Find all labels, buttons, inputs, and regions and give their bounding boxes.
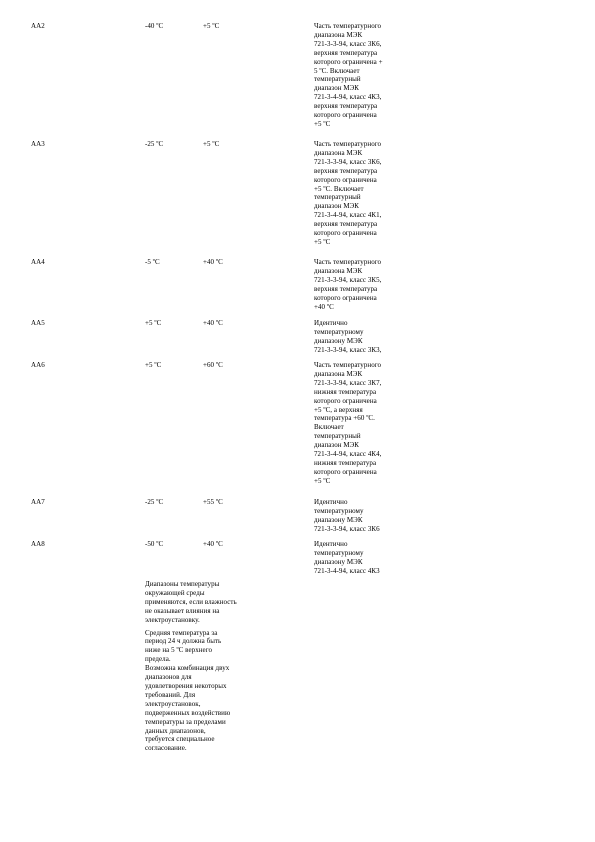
row-max-temperature: +40 ºC — [203, 540, 223, 548]
row-min-temperature: +5 ºC — [145, 361, 162, 369]
row-code: AA2 — [31, 22, 45, 30]
row-description: Идентично температурному диапазону МЭК 721-3-3-94, класс 3К6 — [314, 498, 380, 533]
row-min-temperature: -25 ºC — [145, 498, 164, 506]
row-description: Часть температурного диапазона МЭК 721-3-3-94, класс 3К6, верхняя температура которого ограничена +5 ºС. Включает температурный диапазон МЭК 721-3-4-94, класс 4К1, верхняя температура которого ограничена +5 ºС — [314, 140, 382, 246]
row-min-temperature: -50 ºC — [145, 540, 164, 548]
row-max-temperature: +60 ºC — [203, 361, 223, 369]
row-code: AA3 — [31, 140, 45, 148]
row-code: AA8 — [31, 540, 45, 548]
row-min-temperature: -25 ºC — [145, 140, 164, 148]
row-code: AA7 — [31, 498, 45, 506]
row-max-temperature: +40 ºC — [203, 258, 223, 266]
row-max-temperature: +40 ºC — [203, 319, 223, 327]
table-notes — [145, 580, 257, 757]
row-max-temperature: +55 ºC — [203, 498, 223, 506]
row-code: AA6 — [31, 361, 45, 369]
row-min-temperature: -5 ºC — [145, 258, 160, 266]
note-humidity: Диапазоны температуры окружающей среды применяются, если влажность не оказывает влияния на электроустановку. — [145, 580, 237, 624]
row-description: Часть температурного диапазона МЭК 721-3-3-94, класс 3К7, нижняя температура которого ограничена +5 ºС, а верхняя температура +60 ºС. Включает температурный диапазон МЭК 721-3-4-94, класс 4К4, нижняя температура которого ограничена +5 ºС — [314, 361, 382, 485]
row-code: AA4 — [31, 258, 45, 266]
row-description: Идентично температурному диапазону МЭК 721-3-3-94, класс 3К3, — [314, 319, 382, 354]
row-min-temperature: +5 ºC — [145, 319, 162, 327]
row-min-temperature: -40 ºC — [145, 22, 164, 30]
row-description: Идентично температурному диапазону МЭК 721-3-4-94, класс 4К3 — [314, 540, 380, 575]
row-description: Часть температурного диапазона МЭК 721-3-3-94, класс 3К6, верхняя температура которого ограничена + 5 ºС. Включает температурный диапазон МЭК 721-3-4-94, класс 4К3, верхняя температура которого ограничена +5 ºС — [314, 22, 383, 128]
note-combination: Возможна комбинация двух диапазонов для удовлетворения некоторых требований. Для электроустановок, подверженных воздействию температуры за пределами данных диапазонов, требуется специальное согласование. — [145, 664, 231, 753]
row-code: AA5 — [31, 319, 45, 327]
row-max-temperature: +5 ºC — [203, 22, 220, 30]
row-description: Часть температурного диапазона МЭК 721-3-3-94, класс 3К5, верхняя температура которого ограничена +40 ºС — [314, 258, 382, 311]
note-average-temperature: Средняя температура за период 24 ч должна быть ниже на 5 ºС верхнего предела. — [145, 628, 222, 664]
row-max-temperature: +5 ºC — [203, 140, 220, 148]
